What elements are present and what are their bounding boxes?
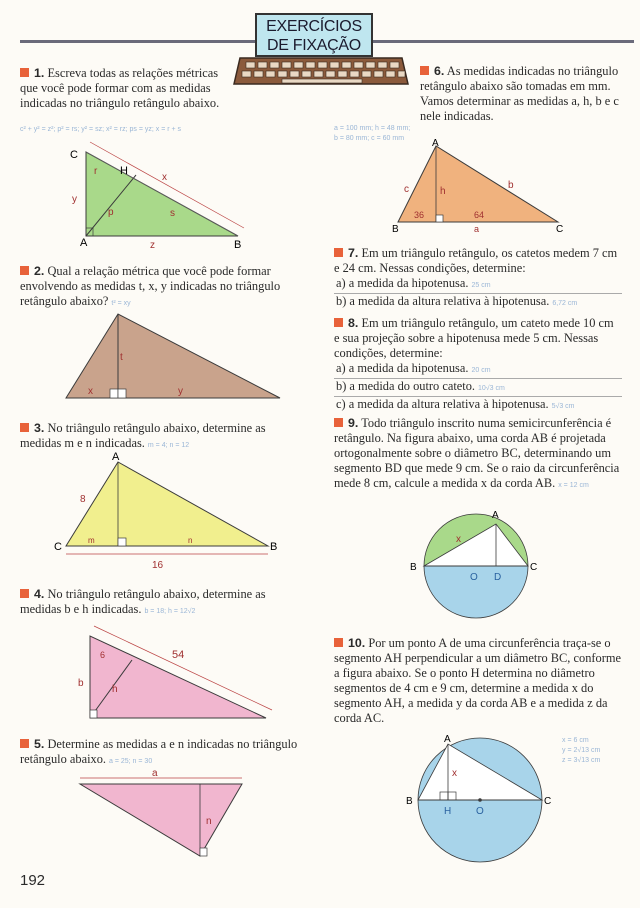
exercise-3-answer: m = 4; n = 12 (147, 442, 190, 449)
fig10-label-A: A (444, 734, 451, 745)
fig3-label-8: 8 (80, 494, 86, 505)
exercise-5-figure (72, 768, 252, 864)
fig6-label-36: 36 (414, 210, 425, 220)
exercise-7-item-a: a) a medida da hipotenusa. 25 cm (334, 276, 622, 294)
fig6-label-h: h (440, 186, 446, 197)
fig6-label-A: A (432, 138, 439, 149)
exercise-2-text (20, 264, 308, 311)
fig1-label-C: C (70, 149, 78, 161)
fig4-label-b: b (78, 678, 84, 689)
exercise-2-answer: t² = xy (111, 300, 131, 307)
fig6-label-C: C (556, 224, 564, 234)
exercise-8-item-a: a) a medida da hipotenusa. 20 cm (334, 361, 622, 379)
fig1-label-z: z (150, 240, 155, 248)
fig4-label-54: 54 (172, 649, 185, 661)
fig5-label-a: a (152, 768, 158, 779)
fig10-label-B: B (406, 796, 413, 807)
bullet-icon (334, 418, 343, 427)
exercise-10-text (334, 636, 622, 726)
exercise-9-figure (404, 506, 554, 626)
fig6-label-a: a (474, 224, 480, 234)
fig1-label-y: y (72, 194, 77, 205)
exercise-number: 10. (348, 636, 366, 650)
fig9-label-D: D (494, 572, 502, 583)
exercise-2-figure (60, 310, 290, 402)
exercise-1-figure (64, 140, 254, 248)
fig10-label-x: x (452, 768, 457, 779)
fig2-label-t: t (120, 352, 123, 363)
exercise-statement: Por um ponto A de uma circunferência traça-se o segmento AH perpendicular a um diâmetro BC, conforme a figura abaixo. Se o ponto H determina no diâmetro segmentos de 4 cm e 9 cm, determine a medida x do segmento AH, a medida y da corda AB e a medida z da corda AC. (334, 636, 621, 725)
fig3-label-16: 16 (152, 560, 164, 571)
exercise-statement: Em um triângulo retângulo, os catetos medem 7 cm e 24 cm. Nessas condições, determine: (334, 246, 618, 275)
typewriter-keyboard-icon (232, 54, 410, 90)
exercise-4-answer: b = 18; h = 12√2 (144, 608, 196, 615)
fig3-label-A: A (112, 451, 120, 463)
fig1-label-r: r (94, 166, 98, 177)
exercise-1-answer: c² + y² = z²; p² = rs; y² = sz; x² = rz; ps = yz; x = r + s (20, 126, 182, 133)
fig10-label-O: O (476, 806, 484, 817)
bullet-icon (20, 266, 29, 275)
fig9-label-C: C (530, 562, 538, 573)
exercise-9-text (334, 416, 622, 493)
exercise-4-figure (76, 622, 276, 726)
fig6-label-64: 64 (474, 210, 485, 220)
bullet-icon (20, 739, 29, 748)
exercise-statement: Qual a relação métrica que você pode formar envolvendo as medidas t, x, y indicadas no triângulo retângulo abaixo? (20, 264, 281, 308)
fig1-label-p: p (108, 207, 114, 218)
bullet-icon (334, 638, 343, 647)
fig1-label-H: H (120, 165, 128, 177)
exercise-5-text (20, 737, 308, 769)
fig6-label-B: B (392, 224, 399, 234)
exercise-5-answer: a = 25; n = 30 (109, 758, 153, 765)
fig6-label-c: c (404, 184, 409, 195)
fig5-label-n: n (206, 816, 212, 827)
exercise-statement: No triângulo retângulo abaixo, determine as medidas m e n indicadas. (20, 421, 266, 450)
exercise-statement: No triângulo retângulo abaixo, determine as medidas b e h indicadas. (20, 587, 266, 616)
fig3-label-m: m (88, 536, 95, 545)
exercise-8-item-b: b) a medida do outro cateto. 10√3 cm (334, 379, 622, 397)
fig1-label-B: B (234, 239, 242, 248)
fig10-label-H: H (444, 806, 452, 817)
exercise-7-item-b: b) a medida da altura relativa à hipotenusa. 6,72 cm (336, 294, 578, 308)
exercise-statement: Determine as medidas a e n indicadas no triângulo retângulo abaixo. (20, 737, 298, 766)
exercise-statement: Em um triângulo retângulo, um cateto mede 10 cm e sua projeção sobre a hipotenusa mede 5 cm. Nessas condições, determine: (334, 316, 614, 360)
exercise-10-answer-y: y = 2√13 cm (562, 747, 601, 754)
exercise-number: 3. (34, 421, 45, 435)
fig3-label-n: n (188, 536, 193, 545)
exercise-4-text (20, 587, 308, 619)
bullet-icon (20, 68, 29, 77)
exercise-number: 5. (34, 737, 45, 751)
bullet-icon (20, 423, 29, 432)
exercise-10-answer-x: x = 6 cm (562, 737, 589, 744)
exercise-1-text (20, 66, 220, 111)
fig9-label-A: A (492, 510, 499, 521)
exercise-10-answer-z: z = 3√13 cm (562, 757, 601, 764)
bullet-icon (334, 248, 343, 257)
fig9-label-B: B (410, 562, 417, 573)
exercise-8-item-c: c) a medida da altura relativa à hipotenusa. 5√3 cm (336, 397, 575, 411)
exercise-statement: Todo triângulo inscrito numa semicircunferência é retângulo. Na figura abaixo, uma corda AB é projetada ortogonalmente sobre o diâmetro BC, determinando um segmento BD que mede 9 cm. Se o raio da circunferência mede 8 cm, calcule a medida x da corda AB. (334, 416, 620, 490)
exercise-9-answer: x = 12 cm (558, 482, 589, 489)
exercise-6-answer-line1: a = 100 mm; h = 48 mm; (334, 125, 411, 132)
fig4-label-6: 6 (100, 650, 106, 660)
exercise-6-text (420, 64, 620, 124)
fig10-label-C: C (544, 796, 552, 807)
fig6-label-b: b (508, 180, 514, 191)
exercise-number: 6. (434, 64, 445, 78)
exercise-10-figure (404, 730, 564, 866)
exercise-3-text (20, 421, 308, 453)
exercise-number: 7. (348, 246, 359, 260)
page-number: 192 (20, 872, 46, 889)
bullet-icon (20, 589, 29, 598)
exercise-statement: As medidas indicadas no triângulo retângulo abaixo são tomadas em mm. Vamos determinar as medidas a, h, b e c nele indicadas. (420, 64, 619, 123)
exercise-number: 9. (348, 416, 359, 430)
bullet-icon (334, 318, 343, 327)
exercise-statement: Escreva todas as relações métricas que você pode formar com as medidas indicadas no triângulo retângulo abaixo. (20, 66, 220, 110)
fig3-label-B: B (270, 541, 278, 553)
exercise-3-figure (48, 450, 288, 574)
fig3-label-C: C (54, 541, 62, 553)
fig1-label-s: s (170, 208, 175, 219)
exercise-number: 2. (34, 264, 45, 278)
fig2-label-x: x (88, 386, 93, 397)
exercise-6-figure (390, 138, 570, 234)
section-title-line2: DE FIXAÇÃO (267, 37, 361, 54)
bullet-icon (420, 66, 429, 75)
exercise-number: 1. (34, 66, 45, 80)
exercise-number: 4. (34, 587, 45, 601)
fig1-label-x: x (162, 172, 167, 183)
exercise-8-text (334, 316, 622, 414)
section-title-line1: EXERCÍCIOS (266, 18, 362, 35)
fig4-label-h: h (112, 684, 118, 695)
fig9-label-O: O (470, 572, 478, 583)
exercise-10-answers (562, 736, 632, 766)
exercise-6-answer-line2: b = 80 mm; c = 60 mm (334, 135, 405, 142)
section-title (255, 13, 373, 57)
fig1-label-A: A (80, 237, 88, 248)
exercise-number: 8. (348, 316, 359, 330)
fig9-label-x: x (456, 534, 461, 545)
fig2-label-y: y (178, 386, 183, 397)
exercise-7-text (334, 246, 622, 311)
